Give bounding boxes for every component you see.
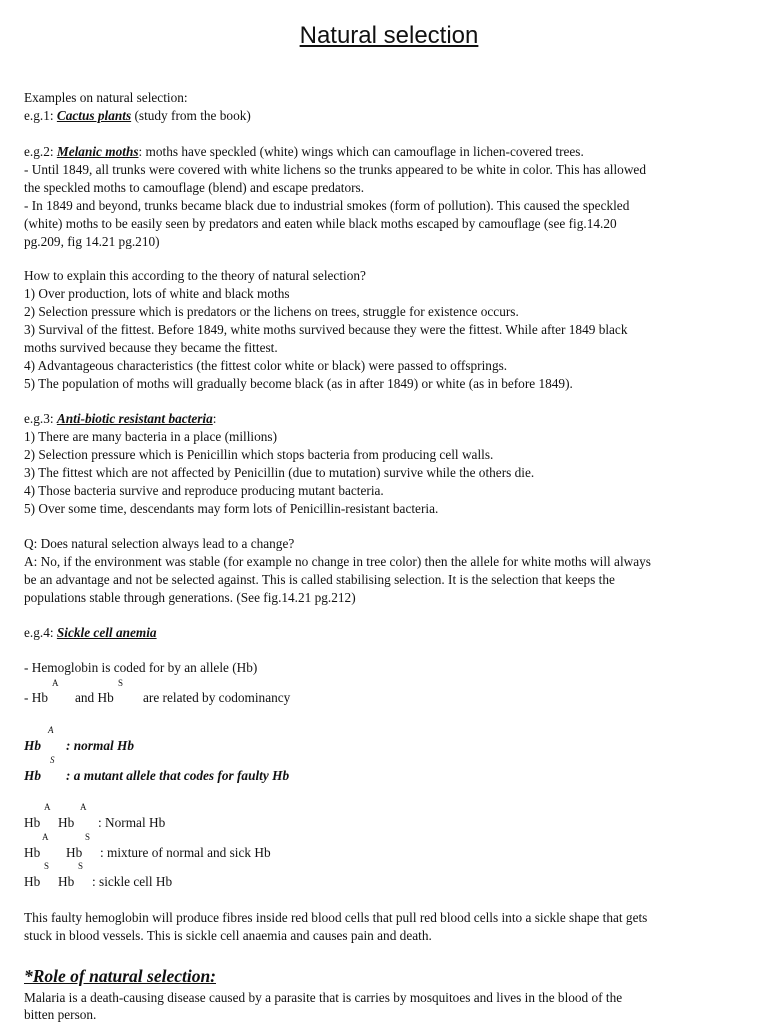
allele-superscript: S: [50, 755, 55, 765]
example-2-line: - In 1849 and beyond, trunks became black due to industrial smokes (form of pollution). This caused the speckled: [24, 198, 630, 213]
example-2-line: the speckled moths to camouflage (blend) and escape predators.: [24, 180, 365, 195]
example-3-line: 3) The fittest which are not affected by Penicillin (due to mutation) survive while the others die.: [24, 465, 535, 480]
qa-answer-line: populations stable through generations. (See fig.14.21 pg.212): [24, 590, 356, 605]
allele-superscript: S: [118, 678, 124, 688]
genotype-hb: Hb: [58, 874, 75, 889]
example-4-term: Sickle cell anemia: [56, 625, 157, 640]
allele-superscript: S: [85, 832, 91, 842]
theory-line: 5) The population of moths will gradually become black (as in after 1849) or white (as in before 1849).: [24, 376, 573, 391]
theory-line: 1) Over production, lots of white and black moths: [24, 286, 290, 301]
theory-line: 2) Selection pressure which is predators or the lichens on trees, struggle for existence occurs.: [24, 304, 519, 319]
genotype-hb: Hb: [24, 874, 41, 889]
allele-superscript: A: [80, 802, 87, 812]
example-1: e.g.1: Cactus plants (study from the book): [24, 108, 251, 123]
role-line: Malaria is a death-causing disease caused by a parasite that is carries by mosquitoes and lives in the blood of the: [24, 990, 623, 1005]
theory-question: How to explain this according to the theory of natural selection?: [24, 268, 366, 283]
codominancy-and: and Hb: [75, 690, 114, 705]
genotype-text: : Normal Hb: [98, 815, 166, 830]
mutant-hb-symbol: Hb: [24, 768, 41, 783]
genotype-hb: Hb: [24, 815, 41, 830]
normal-hb-text: : normal Hb: [66, 738, 134, 753]
example-2: e.g.2: Melanic moths: moths have speckled (white) wings which can camouflage in lichen-covered trees.: [24, 144, 584, 159]
example-1-term: Cactus plants: [56, 108, 132, 123]
genotype-hb: Hb: [58, 815, 75, 830]
example-3-term: Anti-biotic resistant bacteria: [56, 411, 213, 426]
fibres-line: stuck in blood vessels. This is sickle cell anaemia and causes pain and death.: [24, 928, 432, 943]
example-3-line: 1) There are many bacteria in a place (millions): [24, 429, 278, 444]
example-3-line: 4) Those bacteria survive and reproduce producing mutant bacteria.: [24, 483, 384, 498]
role-heading: *Role of natural selection:: [24, 966, 217, 986]
allele-superscript: A: [52, 678, 59, 688]
normal-hb-symbol: Hb: [24, 738, 41, 753]
hemoglobin-line: - Hemoglobin is coded for by an allele (Hb): [24, 660, 258, 675]
mutant-hb-text: : a mutant allele that codes for faulty Hb: [66, 768, 290, 783]
page-title: Natural selection: [299, 22, 479, 49]
theory-line: 3) Survival of the fittest. Before 1849, white moths survived because they were the fittest. While after 1849 black: [24, 322, 628, 337]
allele-superscript: S: [78, 861, 84, 871]
genotype-text: : sickle cell Hb: [92, 874, 173, 889]
example-4: e.g.4: Sickle cell anemia: [24, 625, 157, 640]
example-3-line: 2) Selection pressure which is Penicillin which stops bacteria from producing cell walls.: [24, 447, 494, 462]
allele-superscript: S: [44, 861, 50, 871]
qa-answer-line: be an advantage and not be selected against. This is called stabilising selection. It is the selection that keeps the: [24, 572, 615, 587]
theory-line: moths survived because they became the fittest.: [24, 340, 278, 355]
example-2-line: pg.209, fig 14.21 pg.210): [24, 234, 160, 249]
allele-superscript: A: [42, 832, 49, 842]
allele-superscript: A: [48, 725, 54, 735]
example-2-term: Melanic moths: [56, 144, 139, 159]
qa-question: Q: Does natural selection always lead to a change?: [24, 536, 295, 551]
genotype-text: : mixture of normal and sick Hb: [100, 845, 271, 860]
theory-line: 4) Advantageous characteristics (the fittest color white or black) were passed to offsprings.: [24, 358, 508, 373]
codominancy-text: are related by codominancy: [143, 690, 291, 705]
example-3: e.g.3: Anti-biotic resistant bacteria:: [24, 411, 217, 426]
genotype-hb: Hb: [24, 845, 41, 860]
role-line: bitten person.: [24, 1007, 97, 1022]
fibres-line: This faulty hemoglobin will produce fibres inside red blood cells that pull red blood cells into a sickle shape that gets: [24, 910, 648, 925]
example-2-line: (white) moths to be easily seen by predators and eaten while black moths escaped by camouflage (see fig.14.20: [24, 216, 617, 231]
example-2-line: - Until 1849, all trunks were covered with white lichens so the trunks appeared to be white in color. This has allowed: [24, 162, 646, 177]
example-3-line: 5) Over some time, descendants may form lots of Penicillin-resistant bacteria.: [24, 501, 439, 516]
qa-answer-line: A: No, if the environment was stable (for example no change in tree color) then the allele for white moths will always: [24, 554, 651, 569]
codominancy-hb: - Hb: [24, 690, 49, 705]
intro-line: Examples on natural selection:: [24, 90, 188, 105]
genotype-hb: Hb: [66, 845, 83, 860]
allele-superscript: A: [44, 802, 51, 812]
